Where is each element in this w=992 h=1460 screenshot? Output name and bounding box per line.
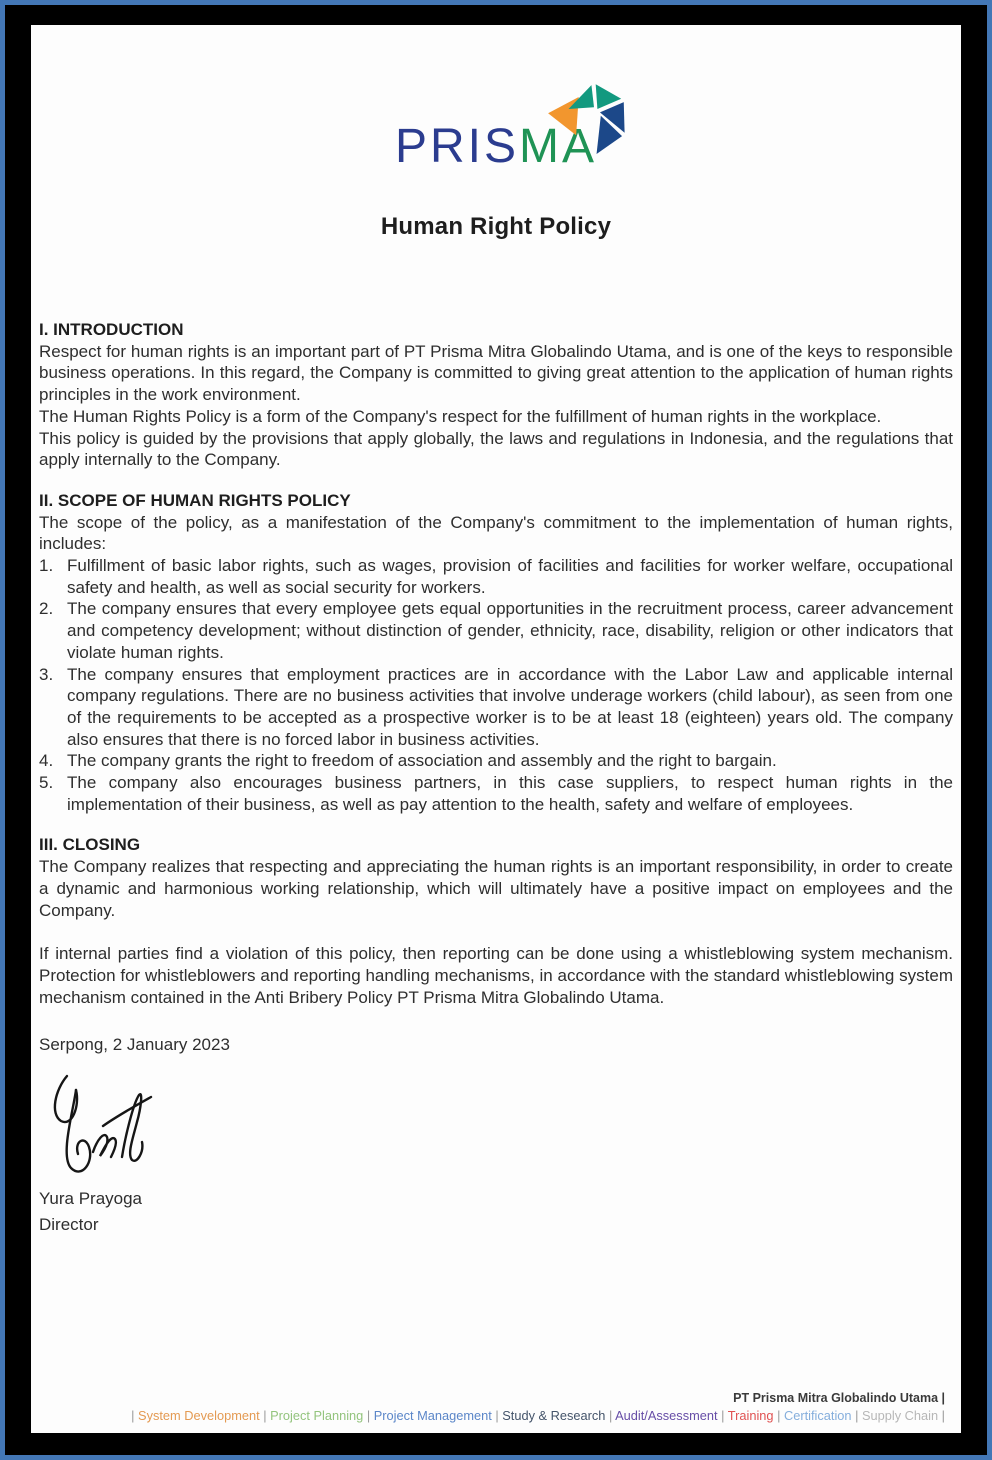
footer-services (39, 1408, 945, 1423)
logo-text-ma: MA (519, 120, 598, 173)
company-logo (31, 25, 961, 171)
list-item (39, 598, 953, 663)
footer-service-study-research: Study & Research (502, 1408, 606, 1423)
footer-service-project-management: Project Management (373, 1408, 492, 1423)
footer-separator: | (851, 1408, 862, 1423)
logo-text-pris: PRIS (394, 120, 520, 173)
paragraph: This policy is guided by the provisions that apply globally, the laws and regulations in Indonesia, and the regulations that apply internally to the Company. (39, 428, 953, 470)
logo-facet-orange (548, 97, 579, 135)
signatory-role: Director (39, 1214, 99, 1234)
footer-service-project-planning: Project Planning (270, 1408, 364, 1423)
list-item-text: Fulfillment of basic labor rights, such as wages, provision of facilities and facilities for worker welfare, occupational safety and health, as well as social security for workers. (67, 556, 953, 597)
list-item (39, 555, 953, 598)
footer-service-supply-chain: Supply Chain (861, 1408, 939, 1423)
signature-block (39, 1034, 953, 1235)
footer-separator: | (938, 1408, 945, 1423)
section-introduction (39, 319, 953, 471)
list-item-text: The company ensures that employment practices are in accordance with the Labor Law and applicable internal company regulations. There are no business activities that involve underage workers (child labour), as seen from one of the requirements to be accepted as a prospective worker is to be at least 18 (eighteen) years old. The company also ensures that there is no forced labor in business activities. (67, 664, 953, 749)
footer-separator: | (259, 1408, 271, 1423)
section-scope (39, 490, 953, 816)
footer-service-certification: Certification (783, 1408, 852, 1423)
document-body (31, 319, 961, 1236)
footer-service-training: Training (727, 1408, 774, 1423)
footer-service-system-development: System Development (138, 1408, 260, 1423)
list-item (39, 664, 953, 751)
list-item-text: The company ensures that every employee gets equal opportunities in the recruitment process, career advancement and competency development; without distinction of gender, ethnicity, race, disability, religion or other indicators that violate human rights. (67, 599, 953, 662)
prisma-cube-icon (543, 80, 628, 160)
list-item-number: 5. (39, 773, 54, 793)
document-title: Human Right Policy (380, 213, 612, 240)
list-item-number: 1. (39, 556, 54, 576)
footer-service-audit-assessment: Audit/Assessment (615, 1408, 718, 1423)
page-footer (39, 1391, 945, 1423)
list-item-number: 4. (39, 751, 54, 771)
document-page (31, 25, 961, 1433)
list-item (39, 772, 953, 815)
paragraph: The Company realizes that respecting and appreciating the human rights is an important responsibility, in order to create a dynamic and harmonious working relationship, which will ultimately have a positive impact on employees and the Company. (39, 857, 953, 920)
section-heading: III. CLOSING (39, 835, 141, 855)
paragraph: Respect for human rights is an important part of PT Prisma Mitra Globalindo Utama, and is one of the keys to responsible business operations. In this regard, the Company is committed to giving great attention to the application of human rights principles in the work environment. (39, 341, 953, 405)
footer-separator: | (605, 1408, 616, 1423)
section-closing (39, 834, 953, 1008)
signatory-name: Yura Prayoga (39, 1189, 143, 1209)
paragraph: The Human Rights Policy is a form of the Company's respect for the fulfillment of human rights in the workplace. (39, 406, 882, 426)
list-item-text: The company grants the right to freedom of association and assembly and the right to bargain. (67, 751, 777, 771)
logo-lockup (394, 120, 598, 173)
signature-place-date: Serpong, 2 January 2023 (39, 1035, 230, 1055)
section-heading: II. SCOPE OF HUMAN RIGHTS POLICY (39, 490, 351, 510)
footer-separator: | (363, 1408, 374, 1423)
footer-separator: | (773, 1408, 784, 1423)
footer-company-name: PT Prisma Mitra Globalindo Utama | (733, 1391, 945, 1405)
footer-separator: | (131, 1408, 139, 1423)
list-item-number: 2. (39, 599, 54, 619)
logo-facet-teal-left (569, 85, 595, 109)
list-item-number: 3. (39, 664, 54, 684)
paragraph: The scope of the policy, as a manifestation of the Company's commitment to the implementation of human rights, includes: (39, 512, 953, 554)
handwritten-signature (47, 1064, 187, 1184)
footer-separator: | (491, 1408, 503, 1423)
footer-separator: | (717, 1408, 728, 1423)
paragraph: If internal parties find a violation of this policy, then reporting can be done using a whistleblowing system mechanism. Protection for whistleblowers and reporting handling mechanisms, in accordance with the standard whistleblowing system mechanism contained in the Anti Bribery Policy PT Prisma Mitra Globalindo Utama. (39, 944, 953, 1007)
section-heading: I. INTRODUCTION (39, 320, 184, 339)
list-item (39, 750, 953, 772)
list-item-text: The company also encourages business partners, in this case suppliers, to respect human rights in the implementation of their business, as well as pay attention to the health, safety and welfare of employees. (67, 773, 953, 814)
